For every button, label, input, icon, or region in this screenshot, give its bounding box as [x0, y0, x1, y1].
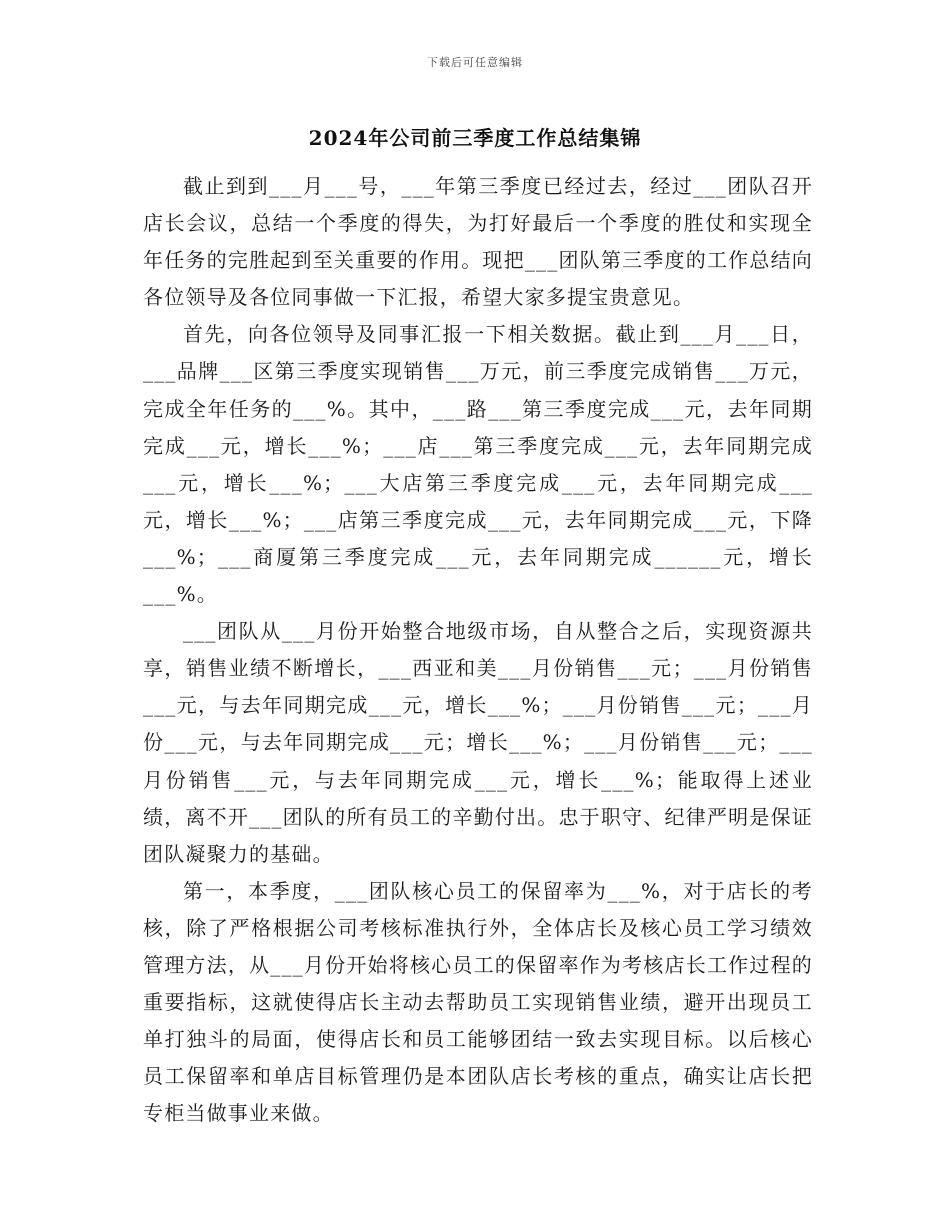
paragraph: 截止到到___月___号，___年第三季度已经过去，经过___团队召开店长会议，总结一个季度的得失，为打好最后一个季度的胜仗和实现全年任务的完胜起到至关重要的作用。现把___团队第三季度的工作总结向各位领导及各位同事做一下汇报，希望大家多提宝贵意见。 — [143, 174, 813, 310]
paragraph: 第一，本季度，___团队核心员工的保留率为___%，对于店长的考核，除了严格根据公司考核标准执行外，全体店长及核心员工学习绩效管理方法，从___月份开始将核心员工的保留率作为考核店长工作过程的重要指标，这就使得店长主动去帮助员工实现销售业绩，避开出现员工单打独斗的局面，使得店长和员工能够团结一致去实现目标。以后核心员工保留率和单店目标管理仍是本团队店长考核的重点，确实让店长把专柜当做事业来做。 — [143, 878, 813, 1126]
paragraph: ___团队从___月份开始整合地级市场，自从整合之后，实现资源共享，销售业绩不断增长，___西亚和美___月份销售___元；___月份销售___元，与去年同期完成___元，增长___%；___月份销售___元；___月份___元，与去年同期完成___元；增长___%；___月份销售___元；___月份销售___元，与去年同期完成___元，增长___%；能取得上述业绩，离不开___团队的所有员工的辛勤付出。忠于职守、纪律严明是保证团队凝聚力的基础。 — [143, 619, 813, 866]
paragraph: 首先，向各位领导及同事汇报一下相关数据。截止到___月___日，___品牌___区第三季度实现销售___万元，前三季度完成销售___万元，完成全年任务的___%。其中，___路___第三季度完成___元，去年同期完成___元，增长___%；___店___第三季度完成___元，去年同期完成___元，增长___%；___大店第三季度完成___元，去年同期完成___元，增长___%；___店第三季度完成___元，去年同期完成___元，下降___%；___商厦第三季度完成___元，去年同期完成______元，增长___%。 — [143, 322, 813, 607]
header-note: 下载后可任意编辑 — [427, 56, 523, 69]
document-title: 2024年公司前三季度工作总结集锦 — [308, 126, 642, 150]
document-body — [143, 168, 813, 1132]
